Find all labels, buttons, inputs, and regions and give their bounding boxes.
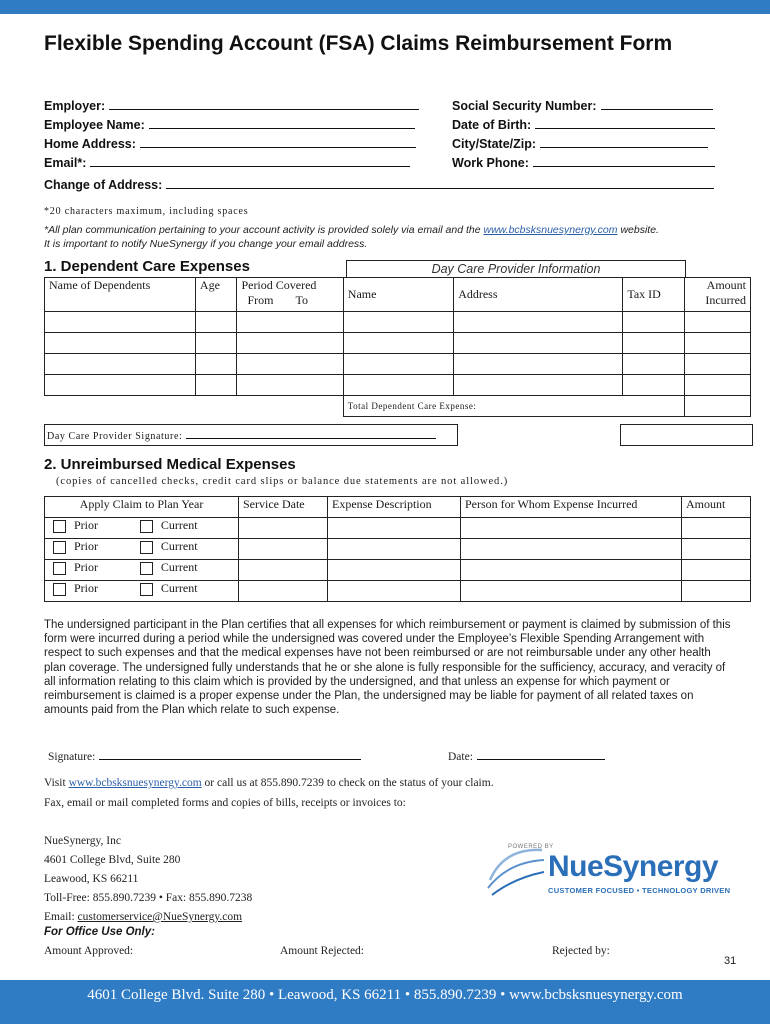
col-amount-label: Amount: [706, 278, 746, 292]
prior-label: Prior: [74, 539, 98, 553]
plan-note-website-word: website.: [620, 224, 659, 236]
work-phone-label: Work Phone:: [452, 156, 529, 170]
company-address-block: [44, 832, 252, 927]
table-row[interactable]: [45, 560, 751, 581]
plan-note-text: *All plan communication pertaining to your account activity is provided solely via email and the: [44, 224, 481, 236]
date-line[interactable]: [477, 750, 605, 760]
prior-checkbox[interactable]: [53, 541, 66, 554]
amount-approved-label: Amount Approved:: [44, 945, 134, 957]
company-street: 4601 College Blvd, Suite 280: [44, 854, 181, 866]
company-email-link[interactable]: customerservice@NueSynergy.com: [77, 911, 243, 923]
company-email-label: Email:: [44, 911, 75, 923]
email-label: Email*:: [44, 156, 87, 170]
prior-checkbox[interactable]: [53, 562, 66, 575]
company-phones: Toll-Free: 855.890.7239 • Fax: 855.890.7238: [44, 892, 253, 904]
dob-input-line[interactable]: [535, 117, 715, 129]
col-dependents: Name of Dependents: [45, 278, 196, 312]
col-age: Age: [195, 278, 237, 312]
current-checkbox[interactable]: [140, 520, 153, 533]
col-period: [237, 278, 343, 312]
visit-prefix: Visit: [44, 777, 66, 789]
city-state-zip-field[interactable]: [452, 136, 708, 151]
ssn-field[interactable]: [452, 98, 713, 113]
current-label: Current: [160, 581, 198, 595]
plan-note-notify: It is important to notify NueSynergy if you change your email address.: [44, 238, 368, 250]
form-title: Flexible Spending Account (FSA) Claims Reimbursement Form: [44, 32, 673, 55]
city-state-zip-label: City/State/Zip:: [452, 137, 537, 151]
total-amount-extension: [620, 424, 753, 446]
table-row[interactable]: [45, 518, 751, 539]
employee-name-field[interactable]: [44, 117, 415, 132]
medical-expenses-heading: 2. Unreimbursed Medical Expenses: [44, 456, 296, 473]
page-number: 31: [724, 955, 737, 967]
office-use-heading: For Office Use Only:: [44, 926, 155, 938]
col-provider-name: Name: [343, 278, 453, 312]
visit-suffix: or call us at 855.890.7239 to check on the status of your claim.: [204, 777, 494, 789]
email-input-line[interactable]: [90, 155, 410, 167]
footer-contact-text: 4601 College Blvd. Suite 280 • Leawood, KS 66211 • 855.890.7239 • www.bcbsksnuesynergy.com: [87, 987, 683, 1003]
date-label: Date:: [448, 751, 473, 763]
col-person-incurred: Person for Whom Expense Incurred: [461, 497, 682, 518]
provider-info-header: Day Care Provider Information: [346, 260, 686, 278]
home-address-input-line[interactable]: [140, 136, 416, 148]
employer-input-line[interactable]: [109, 98, 419, 110]
current-label: Current: [160, 560, 198, 574]
current-label: Current: [160, 518, 198, 532]
employee-name-input-line[interactable]: [149, 117, 415, 129]
col-period-label: Period Covered: [241, 278, 317, 292]
employee-name-label: Employee Name:: [44, 118, 145, 132]
signature-field[interactable]: [48, 750, 361, 763]
fax-instructions: Fax, email or mail completed forms and copies of bills, receipts or invoices to:: [44, 797, 406, 809]
signature-label: Signature:: [48, 751, 96, 763]
logo-tagline: CUSTOMER FOCUSED • TECHNOLOGY DRIVEN: [548, 886, 731, 895]
home-address-field[interactable]: [44, 136, 416, 151]
employer-label: Employer:: [44, 99, 106, 113]
change-of-address-label: Change of Address:: [44, 178, 163, 192]
col-apply-plan-year: Apply Claim to Plan Year: [45, 497, 239, 518]
table-row[interactable]: [45, 581, 751, 602]
total-dependent-care-label: Total Dependent Care Expense:: [343, 396, 684, 417]
table-row[interactable]: [45, 312, 751, 333]
dob-field[interactable]: [452, 117, 715, 132]
medical-expenses-table: [44, 496, 751, 602]
col-from-label: From: [247, 293, 274, 307]
current-checkbox[interactable]: [140, 562, 153, 575]
col-incurred-label: Incurred: [705, 293, 746, 307]
visit-line: [44, 777, 494, 789]
col-tax-id: Tax ID: [623, 278, 685, 312]
current-checkbox[interactable]: [140, 583, 153, 596]
certification-paragraph: The undersigned participant in the Plan certifies that all expenses for which reimbursement or payment is claimed by submission of this form were incurred during a period while the undersigned was covered under the Employee’s Flexible Spending Arrangement with respect to such expenses and that the medical expenses have not been reimbursed or are not reimbursable under any other health plan coverage. The undersigned fully understands that he or she alone is fully responsible for the sufficiency, accuracy, and veracity of all information relating to this claim which is provided by the undersigned, and that unless an expense for which payment or reimbursement is claimed is a proper expense under the Plan, the undersigned may be liable for payment of all related taxes on amounts paid from the Plan which relate to such expense.: [44, 619, 731, 717]
provider-signature-field[interactable]: [44, 424, 458, 446]
col-expense-description: Expense Description: [328, 497, 461, 518]
logo-wordmark: NueSynergy: [548, 850, 719, 883]
table-row[interactable]: [45, 539, 751, 560]
prior-label: Prior: [74, 560, 98, 574]
prior-checkbox[interactable]: [53, 583, 66, 596]
ssn-label: Social Security Number:: [452, 99, 597, 113]
amount-rejected-label: Amount Rejected:: [280, 945, 364, 957]
medical-subnote: (copies of cancelled checks, credit card slips or balance due statements are not allowed.): [56, 476, 509, 487]
dob-label: Date of Birth:: [452, 118, 532, 132]
prior-label: Prior: [74, 581, 98, 595]
change-of-address-field[interactable]: [44, 177, 714, 192]
col-to-label: To: [295, 293, 308, 307]
work-phone-input-line[interactable]: [533, 155, 715, 167]
dependent-care-heading: 1. Dependent Care Expenses: [44, 258, 250, 275]
home-address-label: Home Address:: [44, 137, 136, 151]
plan-website-link[interactable]: www.bcbsksnuesynergy.com: [483, 224, 618, 236]
change-of-address-input-line[interactable]: [166, 177, 714, 189]
visit-website-link[interactable]: www.bcbsksnuesynergy.com: [68, 777, 202, 789]
col-provider-address: Address: [454, 278, 623, 312]
prior-checkbox[interactable]: [53, 520, 66, 533]
city-state-zip-input-line[interactable]: [540, 136, 708, 148]
ssn-input-line[interactable]: [601, 98, 713, 110]
nuesynergy-logo: [482, 838, 731, 898]
col-medical-amount: Amount: [682, 497, 751, 518]
table-row[interactable]: [45, 333, 751, 354]
footer-bar: [0, 980, 770, 1024]
provider-signature-label: Day Care Provider Signature:: [47, 431, 183, 442]
company-city: Leawood, KS 66211: [44, 873, 139, 885]
col-service-date: Service Date: [239, 497, 328, 518]
powered-by-text: POWERED BY: [508, 844, 554, 850]
dependent-care-table: [44, 277, 751, 417]
col-amount-incurred: [685, 278, 751, 312]
top-color-bar: [0, 0, 770, 14]
provider-signature-line[interactable]: [186, 428, 436, 439]
current-label: Current: [160, 539, 198, 553]
table-row[interactable]: [45, 354, 751, 375]
current-checkbox[interactable]: [140, 541, 153, 554]
email-limit-note: *20 characters maximum, including spaces: [44, 206, 249, 217]
email-field[interactable]: [44, 155, 410, 170]
date-field[interactable]: [448, 750, 605, 763]
total-dependent-care-amount[interactable]: [685, 396, 751, 417]
work-phone-field[interactable]: [452, 155, 715, 170]
company-name: NueSynergy, Inc: [44, 835, 121, 847]
prior-label: Prior: [74, 518, 98, 532]
table-row[interactable]: [45, 375, 751, 396]
employer-field[interactable]: [44, 98, 419, 113]
rejected-by-label: Rejected by:: [552, 945, 610, 957]
signature-line[interactable]: [99, 750, 361, 760]
plan-communication-note: [44, 223, 744, 251]
